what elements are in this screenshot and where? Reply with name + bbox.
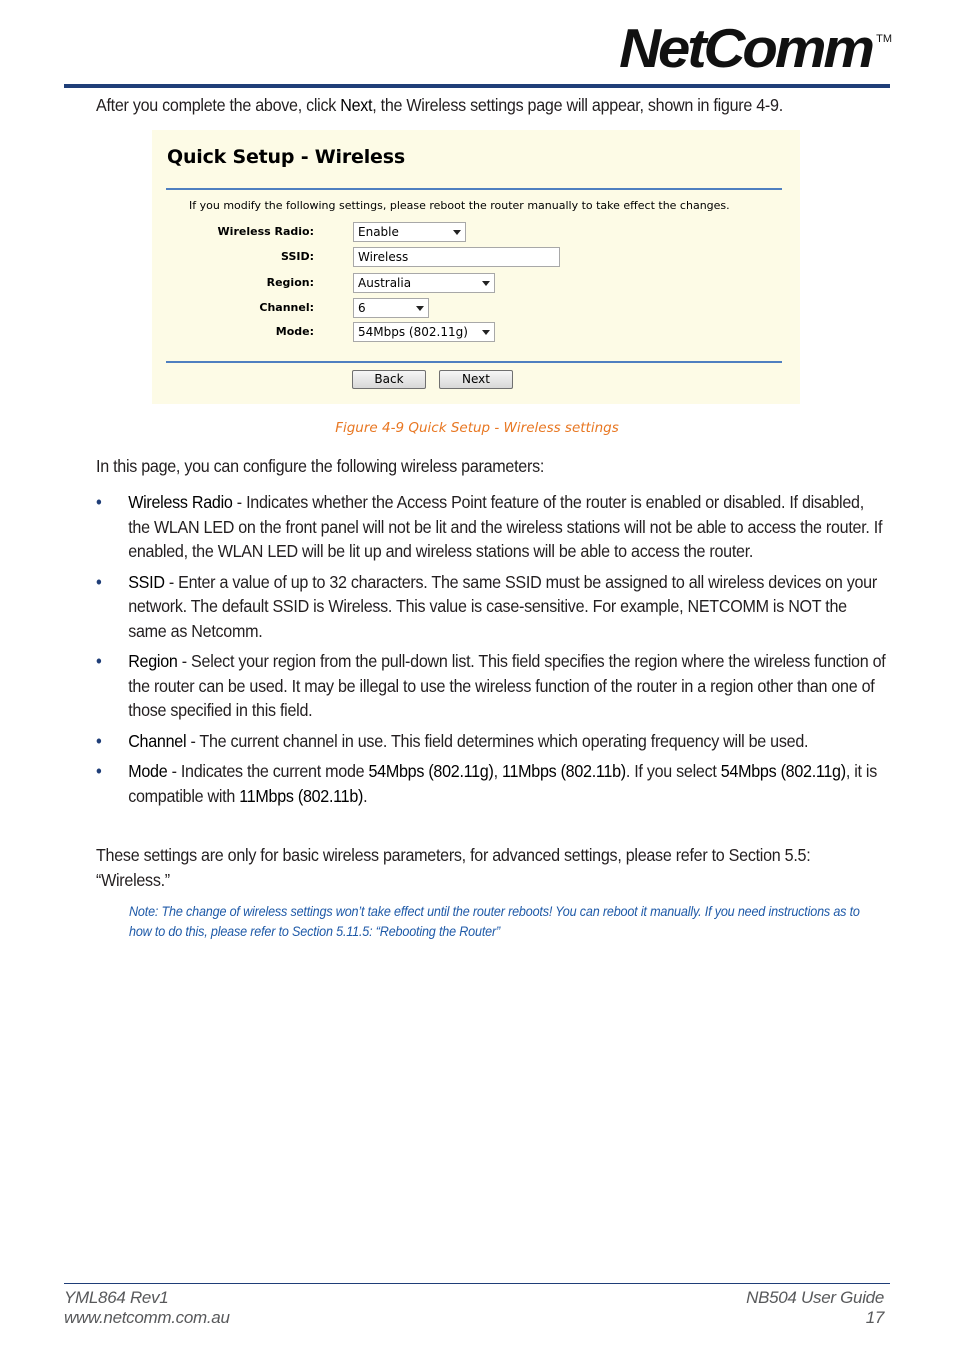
- bullet-icon: •: [96, 571, 102, 592]
- footer-website: www.netcomm.com.au: [64, 1308, 230, 1327]
- mode-select[interactable]: 54Mbps (802.11g): [353, 322, 495, 342]
- closing-paragraph: These settings are only for basic wireless parameters, for advanced settings, please refer to Section 5.5: “Wireless.”: [96, 845, 811, 890]
- region-select[interactable]: Australia: [353, 273, 495, 293]
- router-screenshot: [152, 130, 800, 404]
- wireless-radio-label: Wireless Radio:: [217, 225, 314, 238]
- next-button[interactable]: Next: [439, 370, 513, 389]
- field-row-channel: [152, 298, 792, 320]
- figure-caption: Figure 4-9 Quick Setup - Wireless settings: [335, 420, 619, 436]
- field-row-mode: [152, 322, 792, 344]
- list-item: • Channel - The current channel in use. This field determines which operating frequency will be used.: [96, 729, 887, 754]
- chevron-down-icon: [482, 330, 490, 335]
- bullet-icon: •: [96, 651, 102, 671]
- body-intro: In this page, you can configure the following wireless parameters:: [96, 456, 545, 476]
- field-row-region: [152, 273, 792, 295]
- screenshot-top-rule: [166, 188, 782, 190]
- chevron-down-icon: [453, 230, 461, 235]
- field-row-wireless-radio: [152, 222, 792, 244]
- parameter-list: [96, 490, 887, 814]
- footer-doc-code: YML864 Rev1: [64, 1288, 169, 1307]
- bullet-icon: •: [96, 730, 102, 751]
- footer-guide-title: NB504 User Guide: [746, 1288, 884, 1307]
- header-rule: [64, 84, 890, 88]
- footer-page-number: 17: [865, 1308, 884, 1327]
- trademark-symbol: TM: [876, 33, 892, 45]
- list-item: • Mode - Indicates the current mode 54Mbps (802.11g), 11Mbps (802.11b). If you select 54Mbps (802.11g), it is compatible with 11Mbps (802.11b).: [96, 761, 877, 806]
- screenshot-title: Quick Setup - Wireless: [167, 146, 405, 168]
- intro-paragraph: After you complete the above, click Next, the Wireless settings page will appear, shown in figure 4-9.: [96, 95, 783, 115]
- channel-label: Channel:: [259, 301, 314, 314]
- list-item: • SSID - Enter a value of up to 32 characters. The same SSID must be assigned to all wireless devices on your network. The default SSID is Wireless. This value is case-sensitive. For example, NETCOMM is NOT the same as Netcomm.: [96, 571, 877, 641]
- region-label: Region:: [266, 276, 314, 289]
- list-item: • Wireless Radio - Indicates whether the Access Point feature of the router is enabled or disabled. If disabled, the WLAN LED on the front panel will not be lit and the wireless stations will not be able to access the router. If enabled, the WLAN LED will be lit up and wireless stations will be able to access the router.: [96, 492, 883, 561]
- bullet-icon: •: [96, 761, 102, 781]
- screenshot-bottom-rule: [166, 361, 782, 363]
- channel-select[interactable]: 6: [353, 298, 429, 318]
- wireless-radio-select[interactable]: Enable: [353, 222, 466, 242]
- chevron-down-icon: [482, 281, 490, 286]
- ssid-input[interactable]: Wireless: [353, 247, 560, 267]
- note: Note: The change of wireless settings won’t take effect until the router reboots! You can reboot it manually. If you need instructions as to how to do this, please refer to Section 5.11.5: “Rebooting the Router”: [129, 903, 860, 939]
- mode-label: Mode:: [275, 325, 314, 338]
- list-item: • Region - Select your region from the pull-down list. This field specifies the region where the wireless function of the router can be used. It may be illegal to use the wireless function of the router in a region other than one of those specified in this field.: [96, 651, 886, 720]
- screenshot-note: If you modify the following settings, please reboot the router manually to take effect the changes.: [189, 199, 730, 212]
- ssid-label: SSID:: [281, 250, 314, 263]
- back-button[interactable]: Back: [352, 370, 426, 389]
- chevron-down-icon: [416, 306, 424, 311]
- bullet-icon: •: [96, 492, 102, 512]
- netcomm-logo: NetComm: [619, 17, 872, 80]
- field-row-ssid: [152, 247, 792, 269]
- footer-rule: [64, 1283, 890, 1284]
